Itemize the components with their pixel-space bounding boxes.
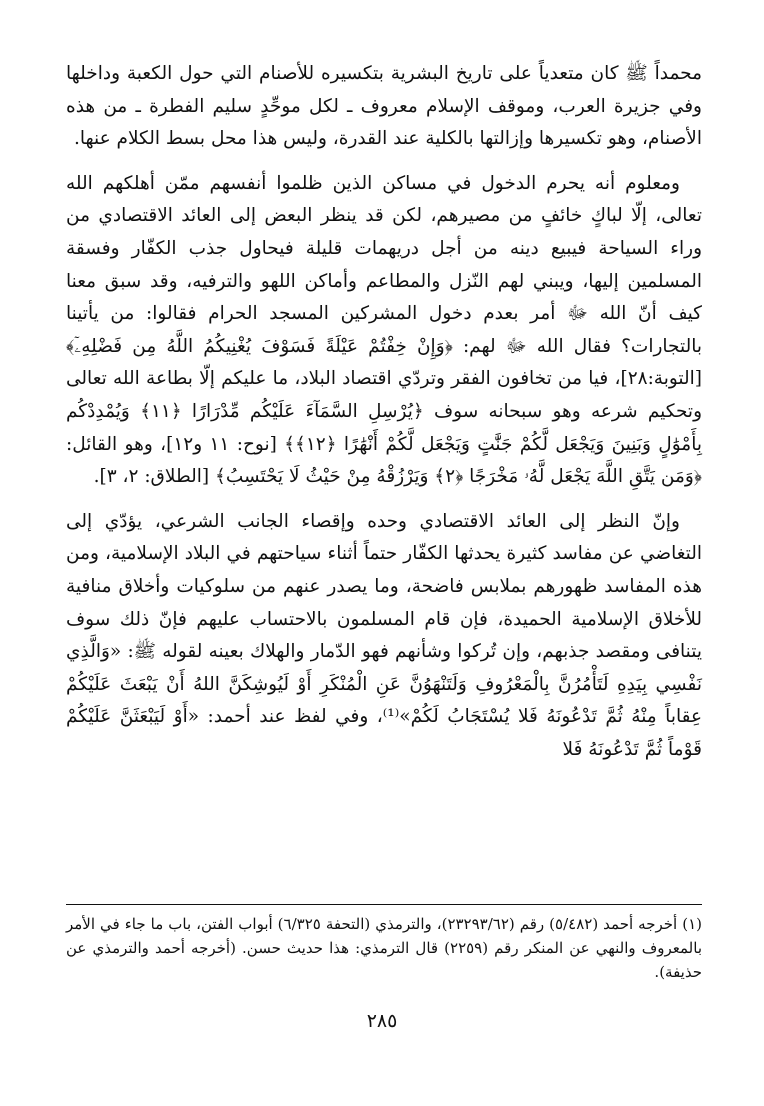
footnote-1: (١) أخرجه أحمد (٥/٤٨٢) رقم (٢٣٢٩٣/٦٢)، والترمذي (التحفة ٦/٣٢٥) أبواب الفتن، باب ما جاء في الأمر بالمعروف والنهي عن المنكر رقم (٢٢٥٩) قال الترمذي: هذا حديث حسن. (أخرجه أحمد والترمذي عن حذيفة).	[66, 915, 703, 981]
footnote-separator	[66, 904, 702, 905]
page-body	[66, 58, 702, 766]
paragraph-3: وإنّ النظر إلى العائد الاقتصادي وحده وإقصاء الجانب الشرعي، يؤدّي إلى التغاضي عن مفاسد كثيرة يحدثها الكفّار حتماً أثناء سياحتهم في البلاد الإسلامية، ومن هذه المفاسد ظهورهم بملابس فاضحة، وما يصدر عنهم من سلوكيات وأخلاق منافية للأخلاق الإسلامية الحميدة، فإن قام المسلمون بالاحتساب عليهم فإنّ ذلك سوف يتنافى ومقصد جذبهم، وإن تُركوا وشأنهم فهو الدّمار والهلاك بعينه لقوله ﷺ: «وَالَّذِي نَفْسِي بِيَدِهِ لَتَأْمُرُنَّ بِالْمَعْرُوفِ وَلَتَنْهَوُنَّ عَنِ الْمُنْكَرِ أَوْ لَيُوشِكَنَّ اللهُ أَنْ يَبْعَثَ عَلَيْكُمْ عِقاباً مِنْهُ ثُمَّ تَدْعُونَهُ فَلا يُسْتَجَابُ لَكُمْ»⁽¹⁾، وفي لفظ عند أحمد: «أَوْ لَيَبْعَثَنَّ عَلَيْكُمْ قَوْماً ثُمَّ تَدْعُونَهُ فَلا	[66, 510, 702, 760]
page-number: ٢٨٥	[366, 1010, 398, 1032]
paragraph-2: ومعلوم أنه يحرم الدخول في مساكن الذين ظلموا أنفسهم ممّن أهلكهم الله تعالى، إلّا لباكٍ خائفٍ من مصيرهم، لكن قد ينظر البعض إلى العائد الاقتصادي من وراء السياحة فيبيع دينه من أجل دريهمات قليلة فيحاول جذب الكفّار وفسقة المسلمين إليها، ويبني لهم النّزل والمطاعم وأماكن اللهو والترفيه، وقد سبق معنا كيف أنّ الله ﷻ أمر بعدم دخول المشركين المسجد الحرام فقالوا: من يأتينا بالتجارات؟ فقال الله ﷻ لهم: ﴿وَإِنْ خِفْتُمْ عَيْلَةً فَسَوْفَ يُغْنِيكُمُ اللَّهُ مِن فَضْلِهِۦٓ﴾ [التوبة:٢٨]، فيا من تخافون الفقر وتردّي اقتصاد البلاد، ما عليكم إلّا بطاعة الله تعالى وتحكيم شرعه وهو سبحانه سوف ﴿يُرْسِلِ السَّمَآءَ عَلَيْكُم مِّدْرَارًا ﴿١١﴾ وَيُمْدِدْكُم بِأَمْوَٰلٍ وَبَنِينَ وَيَجْعَل لَّكُمْ جَنَّٰتٍ وَيَجْعَل لَّكُمْ أَنْهَٰرًا ﴿١٢﴾﴾ [نوح: ١١ و١٢]، وهو القائل: ﴿وَمَن يَتَّقِ اللَّهَ يَجْعَل لَّهُۥ مَخْرَجًا ﴿٢﴾ وَيَرْزُقْهُ مِنْ حَيْثُ لَا يَحْتَسِبُ﴾ [الطلاق: ٢، ٣].	[66, 172, 703, 488]
paragraph-1: محمداً ﷺ كان متعدياً على تاريخ البشرية بتكسيره للأصنام التي حول الكعبة وداخلها وفي جزيرة العرب، وموقف الإسلام معروف ـ لكل موحِّدٍ سليم الفطرة ـ من هذه الأصنام، وهو تكسيرها وإزالتها بالكلية عند القدرة، وليس هذا محل بسط الكلام عنها.	[66, 63, 702, 150]
footnotes	[66, 912, 702, 984]
